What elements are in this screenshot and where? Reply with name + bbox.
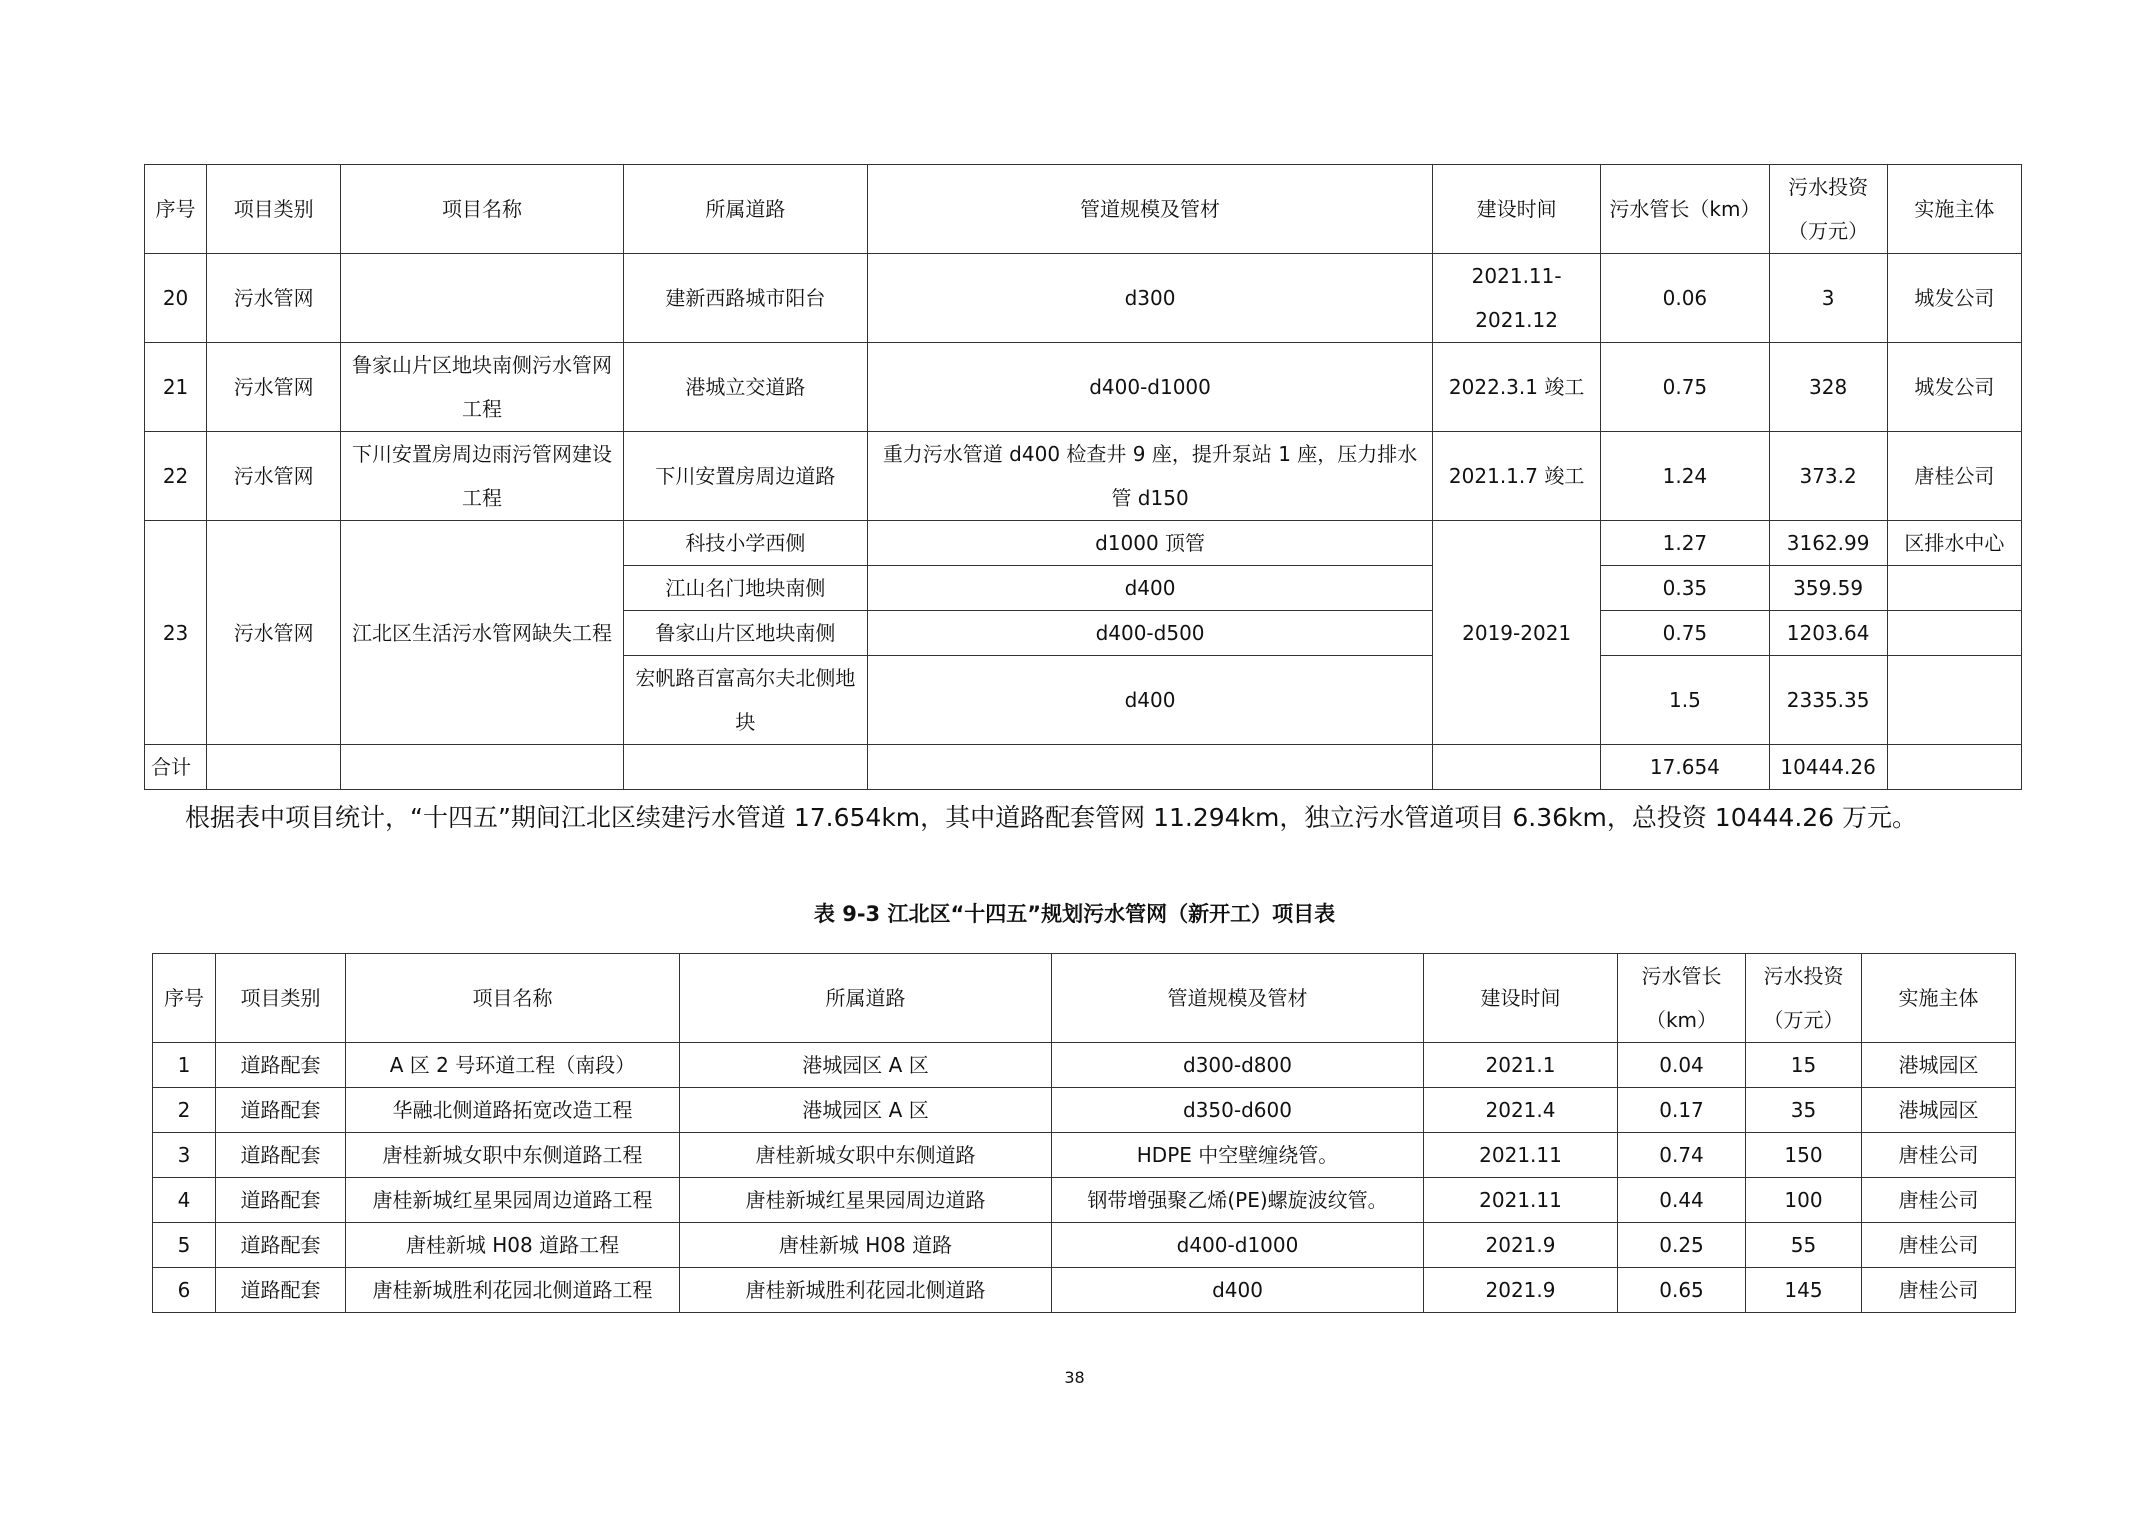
cell-no: 23	[145, 521, 207, 745]
cell-owner: 城发公司	[1887, 343, 2021, 432]
cell-road: 江山名门地块南侧	[623, 566, 867, 611]
cell-owner	[1887, 566, 2021, 611]
total-row	[145, 745, 2022, 790]
cell-no: 6	[153, 1268, 216, 1313]
table-row	[153, 1268, 2016, 1313]
cell-investment: 100	[1746, 1178, 1862, 1223]
cell-spec: d300	[868, 254, 1433, 343]
cell-owner: 区排水中心	[1887, 521, 2021, 566]
cell-no: 22	[145, 432, 207, 521]
cell-time: 2021.1.7 竣工	[1433, 432, 1601, 521]
cell-investment: 2335.35	[1769, 656, 1887, 745]
cell-name: 华融北侧道路拓宽改造工程	[346, 1088, 680, 1133]
cell-length: 0.65	[1618, 1268, 1746, 1313]
cell-owner: 城发公司	[1887, 254, 2021, 343]
cell-no: 4	[153, 1178, 216, 1223]
cell-spec: d400-d1000	[868, 343, 1433, 432]
header-cell: 项目名称	[341, 165, 623, 254]
header-cell: 项目类别	[216, 954, 346, 1043]
cell-owner	[1887, 611, 2021, 656]
cell-no: 20	[145, 254, 207, 343]
cell-category: 污水管网	[207, 254, 341, 343]
cell-road: 港城立交道路	[623, 343, 867, 432]
page-number: 38	[1064, 1368, 1085, 1387]
cell-length: 1.24	[1601, 432, 1769, 521]
header-cell: 项目名称	[346, 954, 680, 1043]
cell-investment: 15	[1746, 1043, 1862, 1088]
cell-category: 污水管网	[207, 343, 341, 432]
cell-road: 宏帆路百富高尔夫北侧地块	[623, 656, 867, 745]
cell-investment: 3162.99	[1769, 521, 1887, 566]
cell-road: 下川安置房周边道路	[623, 432, 867, 521]
cell-time: 2021.9	[1424, 1268, 1618, 1313]
summary-paragraph: 根据表中项目统计，“十四五”期间江北区续建污水管道 17.654km，其中道路配套管网 11.294km，独立污水管道项目 6.36km，总投资 10444.26 万元。	[185, 803, 1918, 832]
table-row	[145, 343, 2022, 432]
cell-length: 0.75	[1601, 343, 1769, 432]
cell-no: 2	[153, 1088, 216, 1133]
table-row	[153, 1178, 2016, 1223]
header-cell: 所属道路	[680, 954, 1052, 1043]
empty-cell	[1433, 745, 1601, 790]
cell-investment: 373.2	[1769, 432, 1887, 521]
cell-name: 唐桂新城 H08 道路工程	[346, 1223, 680, 1268]
cell-time: 2021.1	[1424, 1043, 1618, 1088]
cell-owner: 港城园区	[1862, 1043, 2016, 1088]
header-cell: 污水管长（km）	[1618, 954, 1746, 1043]
cell-spec: HDPE 中空壁缠绕管。	[1052, 1133, 1424, 1178]
header-cell: 实施主体	[1862, 954, 2016, 1043]
header-cell: 项目类别	[207, 165, 341, 254]
cell-investment: 150	[1746, 1133, 1862, 1178]
cell-no: 5	[153, 1223, 216, 1268]
cell-road: 唐桂新城女职中东侧道路	[680, 1133, 1052, 1178]
cell-no: 21	[145, 343, 207, 432]
cell-length: 0.17	[1618, 1088, 1746, 1133]
header-cell: 建设时间	[1433, 165, 1601, 254]
cell-length: 0.04	[1618, 1043, 1746, 1088]
cell-name	[341, 254, 623, 343]
cell-investment: 55	[1746, 1223, 1862, 1268]
cell-owner: 唐桂公司	[1862, 1223, 2016, 1268]
cell-spec: 重力污水管道 d400 检查井 9 座，提升泵站 1 座，压力排水管 d150	[868, 432, 1433, 521]
cell-road: 鲁家山片区地块南侧	[623, 611, 867, 656]
cell-no: 3	[153, 1133, 216, 1178]
cell-spec: d1000 顶管	[868, 521, 1433, 566]
cell-owner	[1887, 656, 2021, 745]
header-cell: 管道规模及管材	[1052, 954, 1424, 1043]
cell-length: 1.5	[1601, 656, 1769, 745]
cell-name: 下川安置房周边雨污管网建设工程	[341, 432, 623, 521]
cell-name: 唐桂新城女职中东侧道路工程	[346, 1133, 680, 1178]
table-row	[153, 1223, 2016, 1268]
cell-time: 2021.9	[1424, 1223, 1618, 1268]
cell-spec: d400	[1052, 1268, 1424, 1313]
header-cell: 污水投资（万元）	[1769, 165, 1887, 254]
cell-investment: 3	[1769, 254, 1887, 343]
cell-investment: 328	[1769, 343, 1887, 432]
cell-length: 0.06	[1601, 254, 1769, 343]
cell-name: 江北区生活污水管网缺失工程	[341, 521, 623, 745]
empty-cell	[623, 745, 867, 790]
cell-road: 唐桂新城胜利花园北侧道路	[680, 1268, 1052, 1313]
cell-road: 科技小学西侧	[623, 521, 867, 566]
cell-length: 0.74	[1618, 1133, 1746, 1178]
cell-name: 唐桂新城胜利花园北侧道路工程	[346, 1268, 680, 1313]
new-projects-table	[152, 953, 2016, 1313]
header-cell: 污水管长（km）	[1601, 165, 1769, 254]
cell-time: 2021.11	[1424, 1133, 1618, 1178]
cell-time: 2021.11-2021.12	[1433, 254, 1601, 343]
cell-road: 唐桂新城红星果园周边道路	[680, 1178, 1052, 1223]
cell-category: 道路配套	[216, 1043, 346, 1088]
empty-cell	[207, 745, 341, 790]
cell-time: 2019-2021	[1433, 521, 1601, 745]
cell-spec: d400-d500	[868, 611, 1433, 656]
cell-investment: 35	[1746, 1088, 1862, 1133]
cell-name: 鲁家山片区地块南侧污水管网工程	[341, 343, 623, 432]
cell-owner: 唐桂公司	[1862, 1178, 2016, 1223]
cell-spec: d350-d600	[1052, 1088, 1424, 1133]
empty-cell	[1887, 745, 2021, 790]
cell-time: 2021.4	[1424, 1088, 1618, 1133]
header-cell: 管道规模及管材	[868, 165, 1433, 254]
cell-length: 0.44	[1618, 1178, 1746, 1223]
empty-cell	[341, 745, 623, 790]
cell-investment: 359.59	[1769, 566, 1887, 611]
cell-road: 建新西路城市阳台	[623, 254, 867, 343]
cell-spec: d400	[868, 566, 1433, 611]
total-length: 17.654	[1601, 745, 1769, 790]
table-row	[145, 254, 2022, 343]
total-label: 合计	[145, 745, 207, 790]
empty-cell	[868, 745, 1433, 790]
table-row	[153, 1088, 2016, 1133]
cell-category: 污水管网	[207, 521, 341, 745]
total-investment: 10444.26	[1769, 745, 1887, 790]
cell-no: 1	[153, 1043, 216, 1088]
cell-length: 0.25	[1618, 1223, 1746, 1268]
continued-projects-table	[144, 164, 2022, 790]
cell-length: 0.35	[1601, 566, 1769, 611]
header-cell: 序号	[145, 165, 207, 254]
table-row	[145, 432, 2022, 521]
cell-category: 道路配套	[216, 1178, 346, 1223]
table-caption: 表 9-3 江北区“十四五”规划污水管网（新开工）项目表	[813, 902, 1336, 926]
cell-category: 道路配套	[216, 1268, 346, 1313]
header-cell: 污水投资（万元）	[1746, 954, 1862, 1043]
table-row	[145, 521, 2022, 566]
cell-road: 港城园区 A 区	[680, 1088, 1052, 1133]
table-header-row	[153, 954, 2016, 1043]
cell-spec: d300-d800	[1052, 1043, 1424, 1088]
cell-category: 污水管网	[207, 432, 341, 521]
cell-spec: d400-d1000	[1052, 1223, 1424, 1268]
cell-owner: 唐桂公司	[1862, 1268, 2016, 1313]
cell-category: 道路配套	[216, 1223, 346, 1268]
cell-owner: 唐桂公司	[1862, 1133, 2016, 1178]
cell-owner: 港城园区	[1862, 1088, 2016, 1133]
cell-owner: 唐桂公司	[1887, 432, 2021, 521]
header-cell: 所属道路	[623, 165, 867, 254]
cell-name: A 区 2 号环道工程（南段）	[346, 1043, 680, 1088]
header-cell: 实施主体	[1887, 165, 2021, 254]
cell-length: 1.27	[1601, 521, 1769, 566]
cell-road: 港城园区 A 区	[680, 1043, 1052, 1088]
cell-spec: 钢带增强聚乙烯(PE)螺旋波纹管。	[1052, 1178, 1424, 1223]
table-row	[153, 1043, 2016, 1088]
header-cell: 序号	[153, 954, 216, 1043]
cell-investment: 145	[1746, 1268, 1862, 1313]
cell-name: 唐桂新城红星果园周边道路工程	[346, 1178, 680, 1223]
table-row	[153, 1133, 2016, 1178]
cell-spec: d400	[868, 656, 1433, 745]
cell-road: 唐桂新城 H08 道路	[680, 1223, 1052, 1268]
cell-time: 2022.3.1 竣工	[1433, 343, 1601, 432]
cell-time: 2021.11	[1424, 1178, 1618, 1223]
cell-length: 0.75	[1601, 611, 1769, 656]
cell-category: 道路配套	[216, 1133, 346, 1178]
cell-category: 道路配套	[216, 1088, 346, 1133]
cell-investment: 1203.64	[1769, 611, 1887, 656]
table-header-row	[145, 165, 2022, 254]
header-cell: 建设时间	[1424, 954, 1618, 1043]
